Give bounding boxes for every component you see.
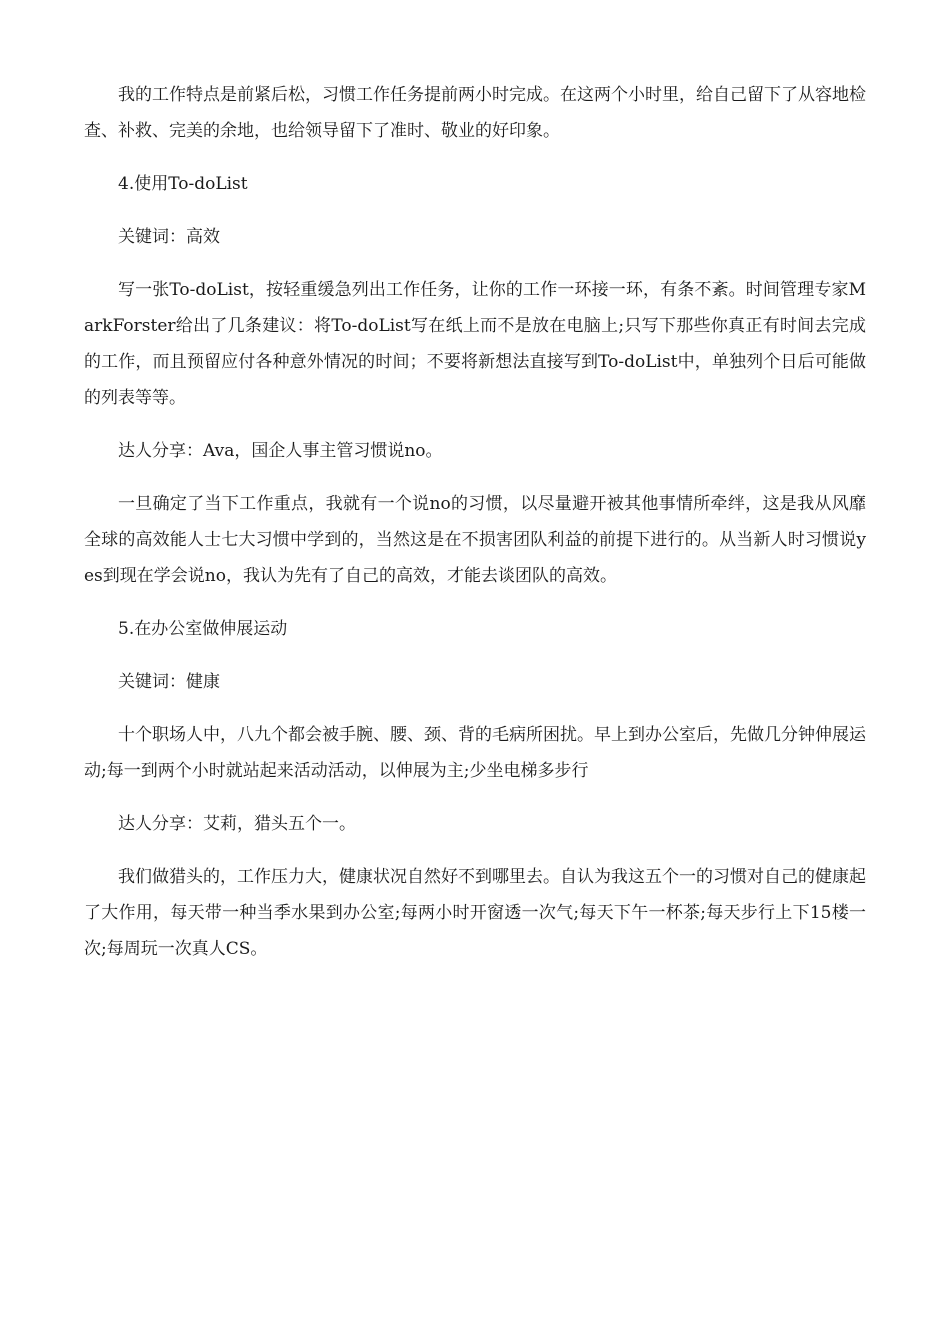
paragraph-say-no: 一旦确定了当下工作重点，我就有一个说no的习惯，以尽量避开被其他事情所牵绊，这是我从风靡全球的高效能人士七大习惯中学到的，当然这是在不损害团队利益的前提下进行的。从当新人时习惯说yes到现在学会说no，我认为先有了自己的高效，才能去谈团队的高效。 <box>84 494 866 586</box>
document-page <box>84 77 866 984</box>
keyword-health: 关键词：健康 <box>118 672 220 692</box>
paragraph-five-ones: 我们做猎头的，工作压力大，健康状况自然好不到哪里去。自认为我这五个一的习惯对自己的健康起了大作用，每天带一种当季水果到办公室;每两小时开窗透一次气;每天下午一杯茶;每天步行上下15楼一次;每周玩一次真人CS。 <box>84 867 866 959</box>
section-heading-todolist: 4.使用To-doList <box>118 174 248 194</box>
section-heading-stretching: 5.在办公室做伸展运动 <box>118 619 288 639</box>
expert-share-ava: 达人分享：Ava，国企人事主管习惯说no。 <box>118 441 443 461</box>
keyword-efficiency: 关键词：高效 <box>118 227 220 247</box>
paragraph-work-habit: 我的工作特点是前紧后松，习惯工作任务提前两小时完成。在这两个小时里，给自己留下了从容地检查、补救、完美的余地，也给领导留下了准时、敬业的好印象。 <box>84 85 866 141</box>
expert-share-aili: 达人分享：艾莉，猎头五个一。 <box>118 814 356 834</box>
paragraph-stretching-advice: 十个职场人中，八九个都会被手腕、腰、颈、背的毛病所困扰。早上到办公室后，先做几分钟伸展运动;每一到两个小时就站起来活动活动，以伸展为主;少坐电梯多步行 <box>84 725 866 781</box>
paragraph-todolist-advice: 写一张To-doList，按轻重缓急列出工作任务，让你的工作一环接一环，有条不紊。时间管理专家MarkForster给出了几条建议：将To-doList写在纸上而不是放在电脑上;只写下那些你真正有时间去完成的工作，而且预留应付各种意外情况的时间；不要将新想法直接写到To-doList中，单独列个日后可能做的列表等等。 <box>84 280 866 408</box>
